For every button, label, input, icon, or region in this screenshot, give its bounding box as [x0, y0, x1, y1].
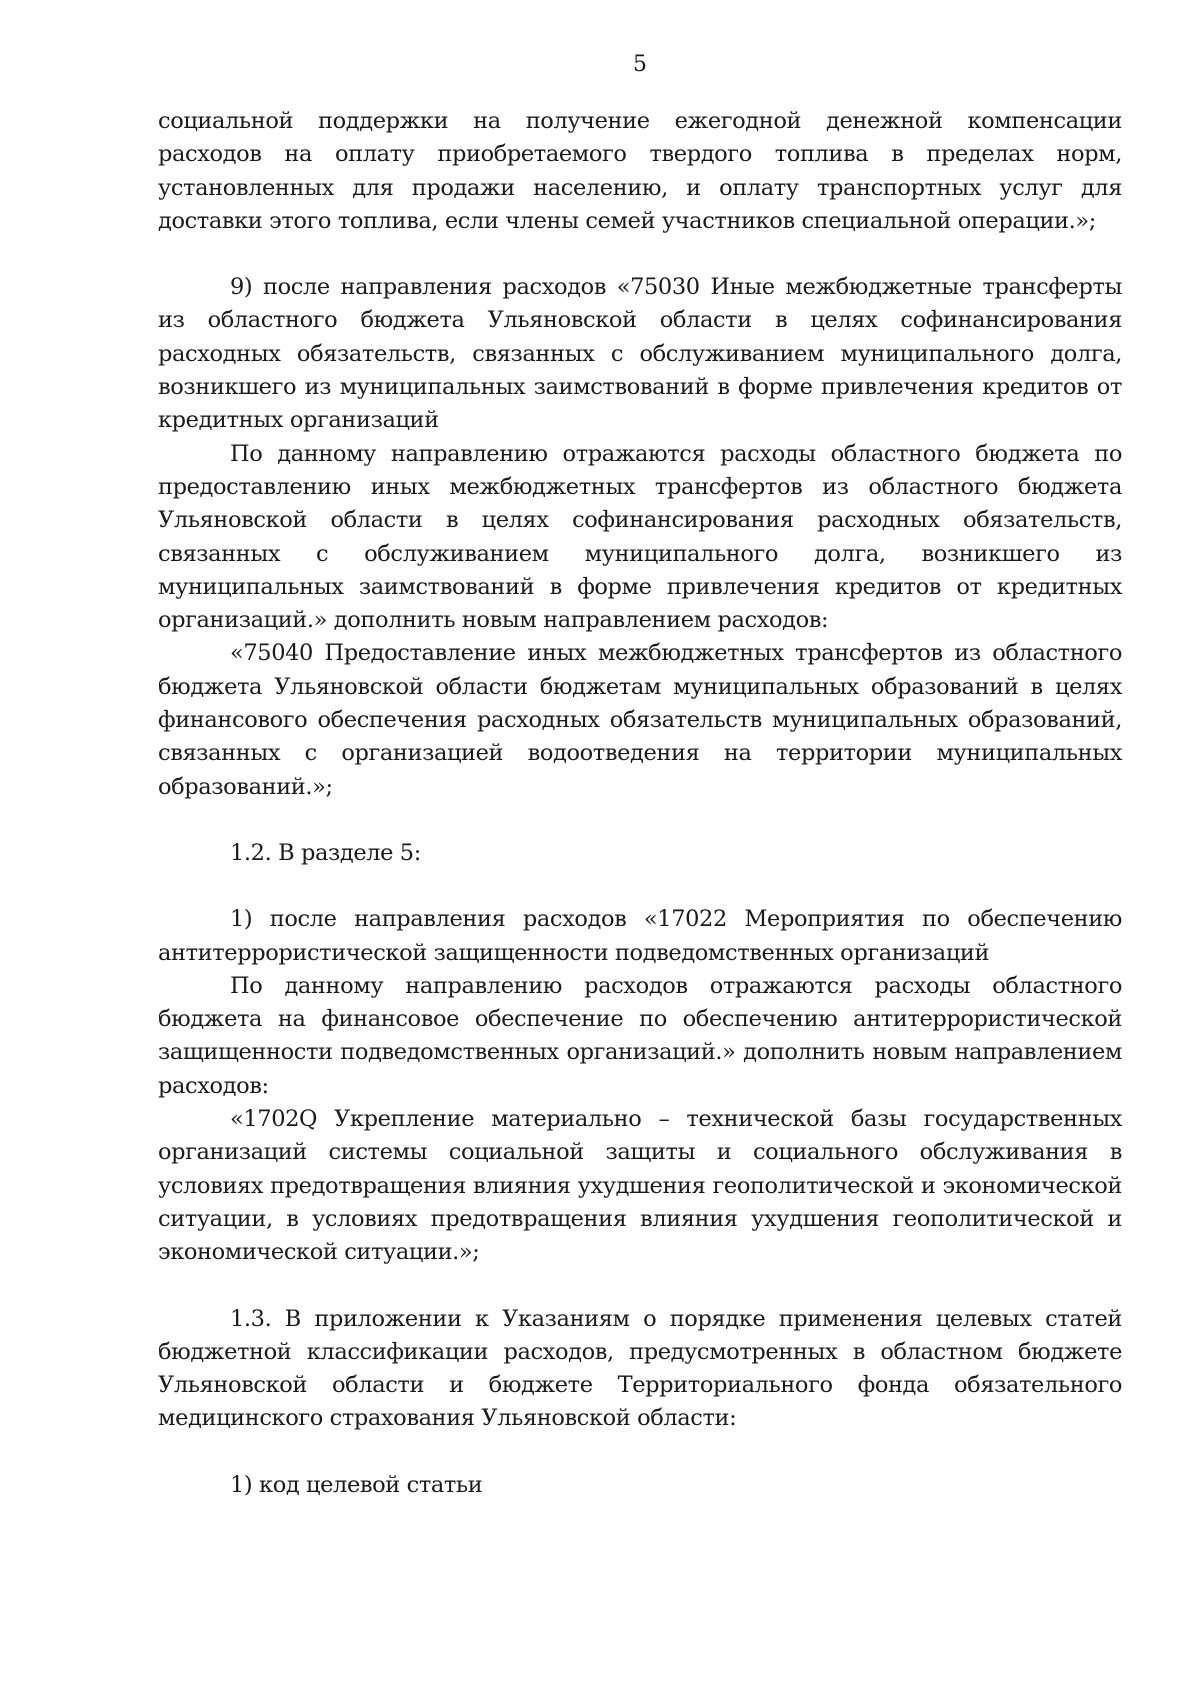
spacer [158, 1270, 1122, 1303]
paragraph-1-2-item-1: 1) после направления расходов «17022 Мероприятия по обеспечению антитеррористической защищенности подведомственных организаций [158, 906, 1122, 966]
spacer [158, 238, 1122, 271]
paragraph-item-9-new-direction: «75040 Предоставление иных межбюджетных трансфертов из областного бюджета Ульяновской области бюджетам муниципальных образований в целях финансового обеспечения расходных обязательств муниципальных образований, связанных с организацией водоотведения на территории муниципальных образований.»; [158, 640, 1122, 800]
page-number: 5 [633, 52, 647, 77]
paragraph-1-2-item-1-description: По данному направлению расходов отражаются расходы областного бюджета на финансовое обеспечение по обеспечению антитеррористической защищенности подведомственных организаций.» дополнить новым направлением расходов: [158, 972, 1122, 1099]
spacer [158, 804, 1122, 837]
document-body [158, 105, 1122, 1502]
paragraph-1-3-item-1: 1) код целевой статьи [230, 1471, 483, 1498]
paragraph-1-2-item-1-new-direction: «1702Q Укрепление материально – технической базы государственных организаций системы социальной защиты и социального обслуживания в условиях предотвращения влияния ухудшения геополитической и экономической ситуации, в условиях предотвращения влияния ухудшения геополитической и экономической ситуации.»; [158, 1106, 1122, 1266]
section-heading-1-3: 1.3. В приложении к Указаниям о порядке применения целевых статей бюджетной классификации расходов, предусмотренных в областном бюджете Ульяновской области и бюджете Территориального фонда обязательного медицинского страхования Ульяновской области: [158, 1305, 1122, 1432]
section-heading-1-2: 1.2. В разделе 5: [230, 839, 421, 866]
paragraph-continuation: социальной поддержки на получение ежегодной денежной компенсации расходов на оплату приобретаемого твердого топлива в пределах норм, установленных для продажи населению, и оплату транспортных услуг для доставки этого топлива, если члены семей участников специальной операции.»; [158, 108, 1122, 234]
spacer [158, 1436, 1122, 1469]
paragraph-item-9-description: По данному направлению отражаются расходы областного бюджета по предоставлению иных межбюджетных трансфертов из областного бюджета Ульяновской области в целях софинансирования расходных обязательств, связанных с обслуживанием муниципального долга, возникшего из муниципальных заимствований в форме привлечения кредитов от кредитных организаций.» дополнить новым направлением расходов: [158, 440, 1122, 634]
paragraph-item-9: 9) после направления расходов «75030 Иные межбюджетные трансферты из областного бюджета Ульяновской области в целях софинансирования расходных обязательств, связанных с обслуживанием муниципального долга, возникшего из муниципальных заимствований в форме привлечения кредитов от кредитных организаций [158, 274, 1122, 434]
spacer [158, 870, 1122, 903]
